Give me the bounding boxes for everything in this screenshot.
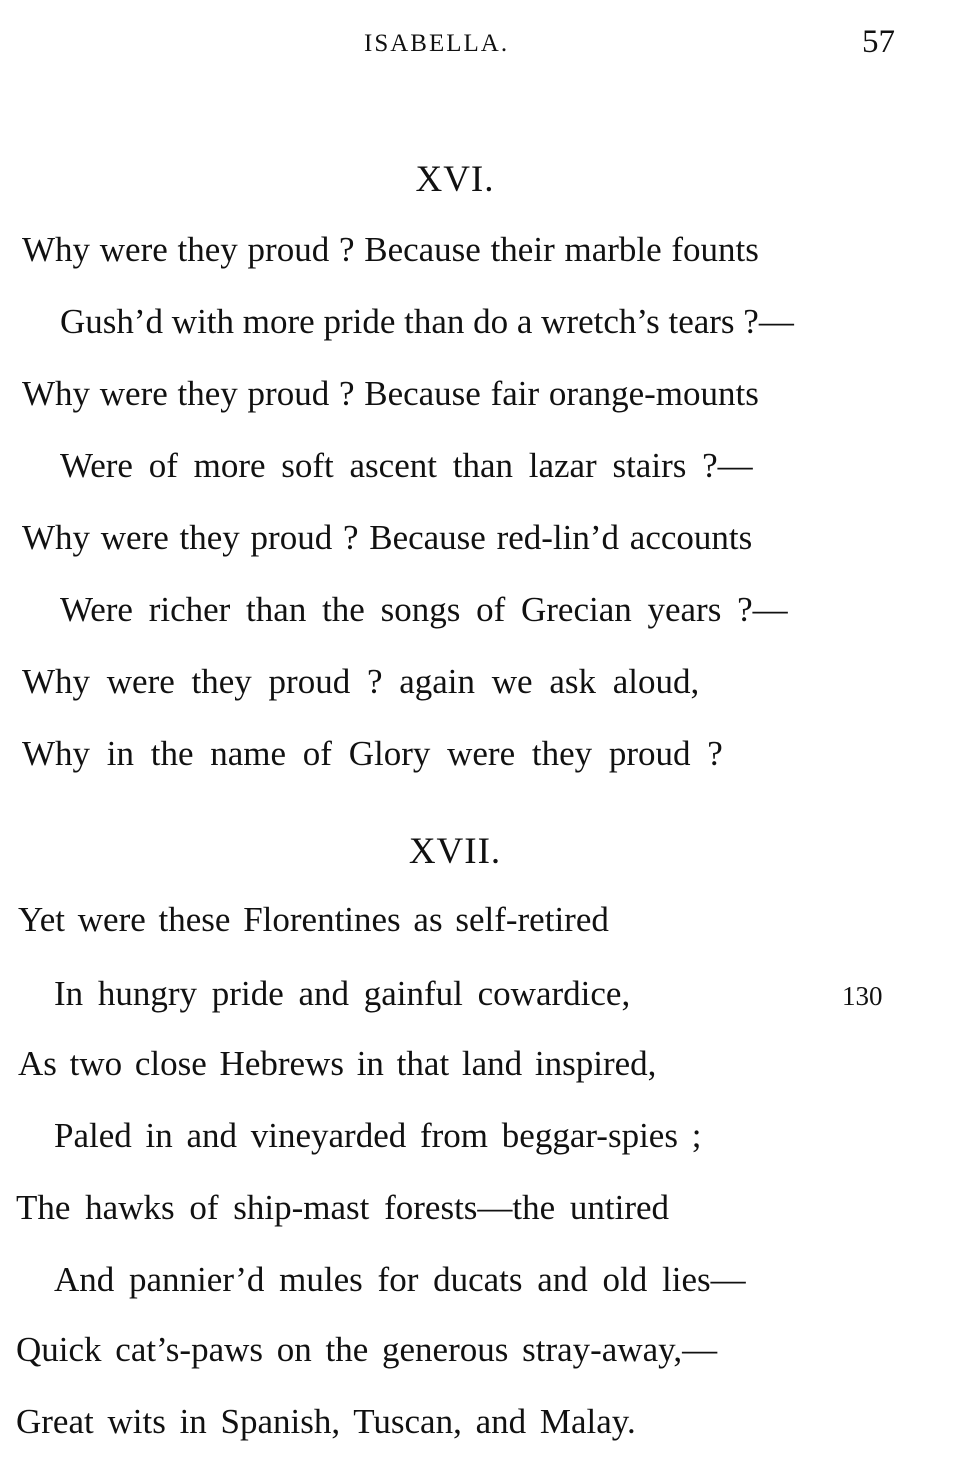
poem-line: Gush’d with more pride than do a wretch’s tears ?— — [60, 302, 794, 341]
poem-line: The hawks of ship-mast forests—the untired — [16, 1188, 670, 1227]
poem-line: Were of more soft ascent than lazar stairs ?— — [60, 446, 753, 485]
poem-line: Why were they proud ? Because their marble founts — [22, 230, 759, 269]
poem-line: In hungry pride and gainful cowardice, — [54, 974, 631, 1013]
page-number: 57 — [862, 24, 895, 60]
running-title: ISABELLA. — [364, 30, 510, 57]
stanza-heading-xvi: XVI. — [415, 159, 495, 200]
poem-line: Yet were these Florentines as self-retired — [18, 900, 609, 939]
stanza-heading-xvii: XVII. — [408, 831, 502, 872]
poem-line: Why in the name of Glory were they proud ? — [22, 734, 723, 773]
poem-line: Why were they proud ? again we ask aloud, — [22, 662, 700, 701]
line-number-marker: 130 — [842, 981, 883, 1011]
poem-line: Paled in and vineyarded from beggar-spies ; — [54, 1116, 702, 1155]
poem-line: Were richer than the songs of Grecian years ?— — [60, 590, 788, 629]
poem-line: Great wits in Spanish, Tuscan, and Malay. — [16, 1402, 636, 1441]
poem-line: Why were they proud ? Because fair orange-mounts — [22, 374, 759, 413]
poem-line: Why were they proud ? Because red-lin’d accounts — [22, 518, 753, 557]
poem-line: As two close Hebrews in that land inspired, — [18, 1044, 657, 1083]
poem-line: And pannier’d mules for ducats and old lies— — [54, 1260, 746, 1299]
poem-line: Quick cat’s-paws on the generous stray-away,— — [16, 1330, 718, 1369]
running-head — [0, 24, 955, 64]
